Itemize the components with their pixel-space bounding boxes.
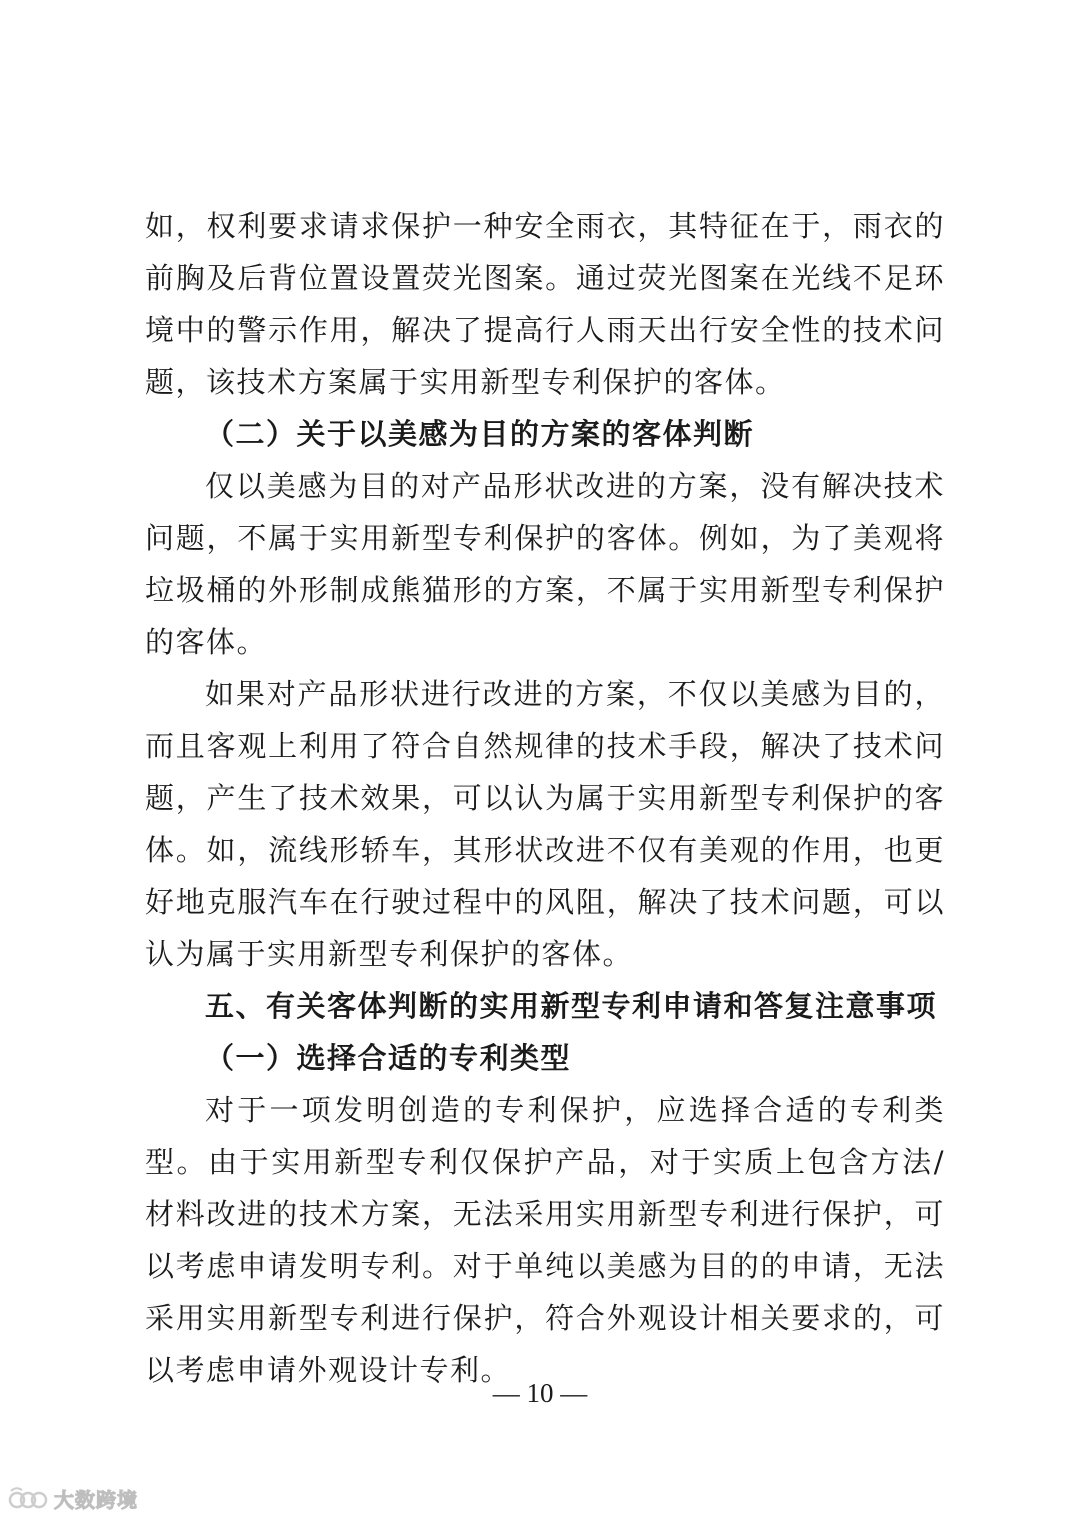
paragraph-safety-raincoat: 如，权利要求请求保护一种安全雨衣，其特征在于，雨衣的前胸及后背位置设置荧光图案。通过荧光图案在光线不足环境中的警示作用，解决了提高行人雨天出行安全性的技术问题，该技术方案属于实用新型专利保护的客体。	[145, 209, 945, 399]
chapter-heading-five: 五、有关客体判断的实用新型专利申请和答复注意事项	[205, 989, 938, 1023]
paragraph-patent-type: 对于一项发明创造的专利保护，应选择合适的专利类型。由于实用新型专利仅保护产品，对于实质上包含方法/材料改进的技术方案，无法采用实用新型专利进行保护，可以考虑申请发明专利。对于单纯以美感为目的的申请，无法采用实用新型专利进行保护，符合外观设计相关要求的，可以考虑申请外观设计专利。	[145, 1093, 945, 1387]
section-heading-patent-type: （一）选择合适的专利类型	[205, 1041, 572, 1075]
paragraph-aesthetic-only: 仅以美感为目的对产品形状改进的方案，没有解决技术问题，不属于实用新型专利保护的客体。例如，为了美观将垃圾桶的外形制成熊猫形的方案，不属于实用新型专利保护的客体。	[145, 469, 945, 659]
watermark-text: 大数跨境	[54, 1488, 138, 1512]
document-body	[145, 200, 945, 1396]
section-heading-aesthetic: （二）关于以美感为目的方案的客体判断	[205, 417, 755, 451]
logo-icon	[8, 1485, 48, 1513]
paragraph-aesthetic-technical: 如果对产品形状进行改进的方案，不仅以美感为目的，而且客观上利用了符合自然规律的技术手段，解决了技术问题，产生了技术效果，可以认为属于实用新型专利保护的客体。如，流线形轿车，其形状改进不仅有美观的作用，也更好地克服汽车在行驶过程中的风阻，解决了技术问题，可以认为属于实用新型专利保护的客体。	[145, 677, 945, 971]
page-number: — 10 —	[492, 1378, 588, 1408]
watermark	[8, 1484, 138, 1513]
